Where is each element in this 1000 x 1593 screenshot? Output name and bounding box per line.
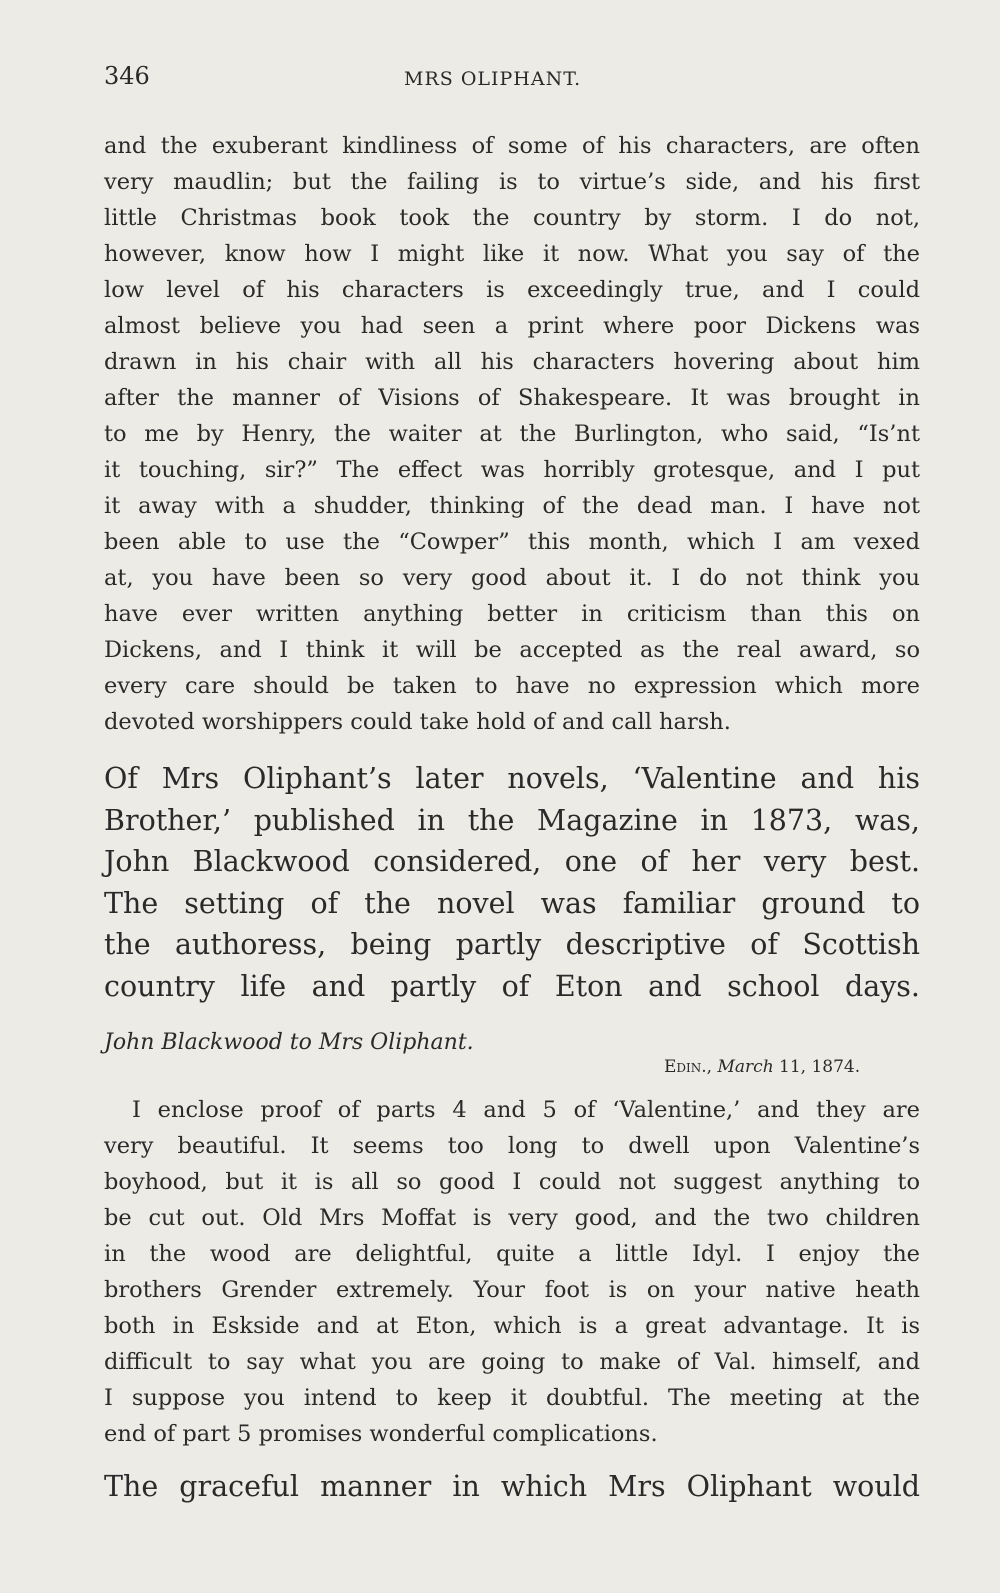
- text-line: John Blackwood considered, one of her very best.: [104, 845, 920, 878]
- text-line: boyhood, but it is all so good I could not suggest anything to: [104, 1169, 920, 1195]
- text-line: it away with a shudder, thinking of the dead man. I have not: [104, 493, 920, 519]
- text-line: I suppose you intend to keep it doubtful. The meeting at the: [104, 1385, 920, 1411]
- text-line: very maudlin; but the failing is to virtue’s side, and his first: [104, 169, 920, 195]
- narrative-paragraph-valentine: [104, 758, 920, 1007]
- text-line: Of Mrs Oliphant’s later novels, ‘Valentine and his: [104, 762, 920, 795]
- letter-body-valentine: [104, 1092, 920, 1452]
- text-line: I enclose proof of parts 4 and 5 of ‘Valentine,’ and they are: [132, 1097, 920, 1123]
- text-line: in the wood are delightful, quite a little Idyl. I enjoy the: [104, 1241, 920, 1267]
- narrative-paragraph-closing: [104, 1466, 920, 1508]
- text-line: little Christmas book took the country by storm. I do not,: [104, 205, 920, 231]
- text-line: The graceful manner in which Mrs Oliphant would: [104, 1470, 920, 1503]
- letter-excerpt-dickens: [104, 128, 920, 740]
- text-line: low level of his characters is exceedingly true, and I could: [104, 277, 920, 303]
- text-line: be cut out. Old Mrs Moffat is very good, and the two children: [104, 1205, 920, 1231]
- text-line: the authoress, being partly descriptive of Scottish: [104, 928, 920, 961]
- page-number: 346: [104, 62, 150, 90]
- dateline-place: Edin.,: [664, 1057, 713, 1077]
- text-line: it touching, sir?” The effect was horribly grotesque, and I put: [104, 457, 920, 483]
- text-line: been able to use the “Cowper” this month, which I am vexed: [104, 529, 920, 555]
- text-line: have ever written anything better in criticism than this on: [104, 601, 920, 627]
- text-line: difficult to say what you are going to make of Val. himself, and: [104, 1349, 920, 1375]
- text-line: however, know how I might like it now. What you say of the: [104, 241, 920, 267]
- text-line: drawn in his chair with all his characters hovering about him: [104, 349, 920, 375]
- text-line: at, you have been so very good about it. I do not think you: [104, 565, 920, 591]
- page-header: [104, 62, 920, 96]
- text-line: The setting of the novel was familiar ground to: [104, 886, 920, 920]
- running-head: MRS OLIPHANT.: [404, 68, 582, 90]
- text-line: very beautiful. It seems too long to dwell upon Valentine’s: [104, 1133, 920, 1159]
- text-line: Brother,’ published in the Magazine in 1873, was,: [104, 803, 920, 837]
- text-line: and the exuberant kindliness of some of his characters, are often: [104, 133, 920, 159]
- text-line: both in Eskside and at Eton, which is a great advantage. It is: [104, 1313, 920, 1339]
- text-line: end of part 5 promises wonderful complications.: [104, 1421, 658, 1447]
- dateline-day: 11, 1874.: [779, 1057, 861, 1077]
- text-line: almost believe you had seen a print where poor Dickens was: [104, 313, 920, 339]
- text-line: after the manner of Visions of Shakespeare. It was brought in: [104, 385, 920, 411]
- letter-heading: John Blackwood to Mrs Oliphant.: [104, 1030, 474, 1055]
- text-line: devoted worshippers could take hold of and call harsh.: [104, 709, 731, 735]
- text-line: country life and partly of Eton and school days.: [104, 969, 920, 1003]
- dateline-month: March: [717, 1057, 774, 1077]
- text-line: every care should be taken to have no expression which more: [104, 673, 920, 699]
- text-line: brothers Grender extremely. Your foot is on your native heath: [104, 1277, 920, 1303]
- text-line: to me by Henry, the waiter at the Burlington, who said, “Is’nt: [104, 421, 920, 447]
- letter-dateline: [664, 1057, 860, 1077]
- text-line: Dickens, and I think it will be accepted as the real award, so: [104, 637, 920, 663]
